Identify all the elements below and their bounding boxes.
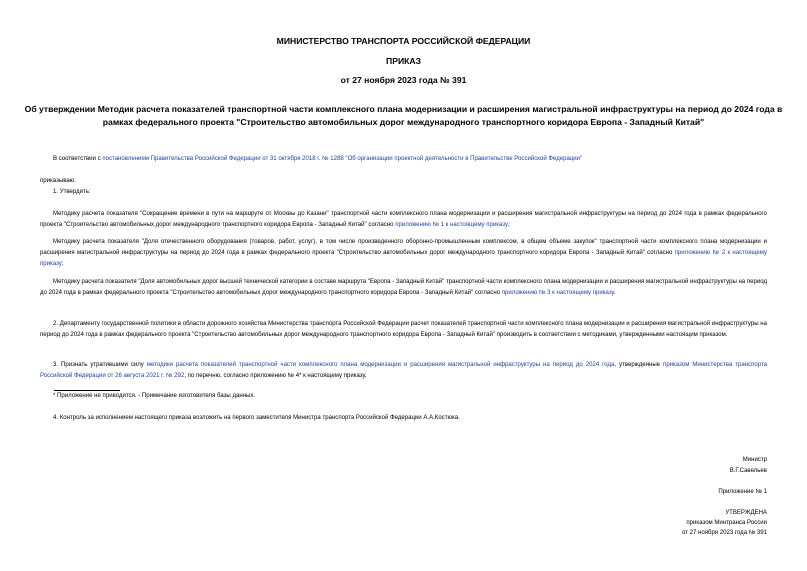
appendix-2-link[interactable]: приложению № 2 к настоящему приказу: [40, 250, 767, 267]
signature-name: В.Г.Савельев: [729, 468, 767, 474]
method-1-paragraph: [40, 209, 767, 231]
item-3-mid: , утвержденные: [614, 362, 664, 368]
preamble: [40, 154, 767, 165]
appendix-3-link[interactable]: приложению № 3 к настоящему приказу: [501, 290, 614, 296]
footnote: * Приложение не приводится. - Примечание изготовителя базы данных.: [53, 393, 256, 399]
method-3-end: .: [613, 290, 616, 296]
method-3-paragraph: [40, 277, 767, 299]
prikazyvayu-text: приказываю:: [40, 178, 76, 184]
item-3-lead: 3. Признать утратившими силу: [53, 362, 147, 368]
appendix-label: Приложение № 1: [718, 489, 767, 495]
appendix-by-order: приказом Минтранса России: [686, 520, 767, 526]
signature-position: Министр: [742, 457, 767, 463]
item-3-end: , по перечню, согласно приложению № 4* к настоящему приказу.: [184, 373, 367, 379]
method-1-end: ;: [508, 222, 510, 228]
method-2-end: ;: [61, 261, 64, 267]
item-4: 4. Контроль за исполнением настоящего приказа возложить на первого заместителя Министра транспорта Российской Федерации А.А.Костюка.: [53, 415, 460, 421]
order-292-link[interactable]: приказом Министерства транспорта Российской Федерации от 26 августа 2021 г. № 292: [40, 362, 768, 379]
repealed-methods-link[interactable]: методики расчета показателей транспортной части комплексного плана модернизации и расширения магистральной инфраструктуры на период до 2024 года: [146, 362, 615, 368]
doc-type-heading: ПРИКАЗ: [386, 56, 421, 66]
method-2-paragraph: [40, 237, 767, 270]
preamble-lead: В соответствии с: [53, 156, 103, 162]
order-date-number: от 27 ноября 2023 года № 391: [340, 75, 467, 85]
appendix-1-link[interactable]: приложению № 1 к настоящему приказу: [395, 222, 509, 228]
appendix-date-number: от 27 ноября 2023 года № 391: [681, 530, 767, 536]
item-3-paragraph: [40, 360, 767, 382]
government-decree-link[interactable]: постановлением Правительства Российской Федерации от 31 октября 2018 г. № 1288 "Об организации проектной деятельности в Правительстве Российской Федерации": [102, 156, 583, 162]
item-2: 2. Департаменту государственной политики в области дорожного хозяйства Министерства транспорта Российской Федерации расчет показателей транспортной части комплексного плана модернизации и расширения магистральной инфраструктуры на период до 2024 года в рамках федерального проекта "Строительство автомобильных дорог международного транспортного коридора Европа - Западный Китай" производить в соответствии с методиками, утвержденными настоящим приказом.: [40, 321, 767, 338]
appendix-approved: УТВЕРЖДЕНА: [725, 510, 767, 516]
method-1-text: Методику расчета показателя "Сокращение времени в пути на маршруте от Москвы до Казани" транспортной части комплексного плана модернизации и расширения магистральной инфраструктуры на период до 2024 года в рамках федерального проекта "Строительство автомобильных дорог международного транспортного коридора Европа - Западный Китай" согласно: [40, 211, 767, 228]
method-2-text: Методику расчета показателя "Доля отечественного оборудования (товаров, работ, услуг), в том числе произведенного оборонно-промышленным комплексом, в общем объеме закупок" транспортной части комплексного плана модернизации и расширения магистральной инфраструктуры на период до 2024 года в рамках федерального проекта "Строительство автомобильных дорог международного транспортного коридора Европа - Западный Китай" согласно: [40, 239, 767, 256]
method-3-text: Методику расчета показателя "Доля автомобильных дорог высшей технической категории в составе маршрута "Европа - Западный Китай" транспортной части комплексного плана модернизации и расширения магистральной инфраструктуры на период до 2024 года в рамках федерального проекта "Строительство автомобильных дорог международного транспортного коридора Европа - Западный Китай" согласно: [40, 279, 767, 296]
item-1: 1. Утвердить:: [53, 189, 91, 195]
ministry-heading: МИНИСТЕРСТВО ТРАНСПОРТА РОССИЙСКОЙ ФЕДЕРАЦИИ: [276, 36, 531, 46]
order-title: Об утверждении Методик расчета показателей транспортной части комплексного плана модернизации и расширения магистральной инфраструктуры на период до 2024 года в рамках федерального проекта "Строительство автомобильных дорог международного транспортного коридора Европа - Западный Китай": [24, 104, 783, 127]
